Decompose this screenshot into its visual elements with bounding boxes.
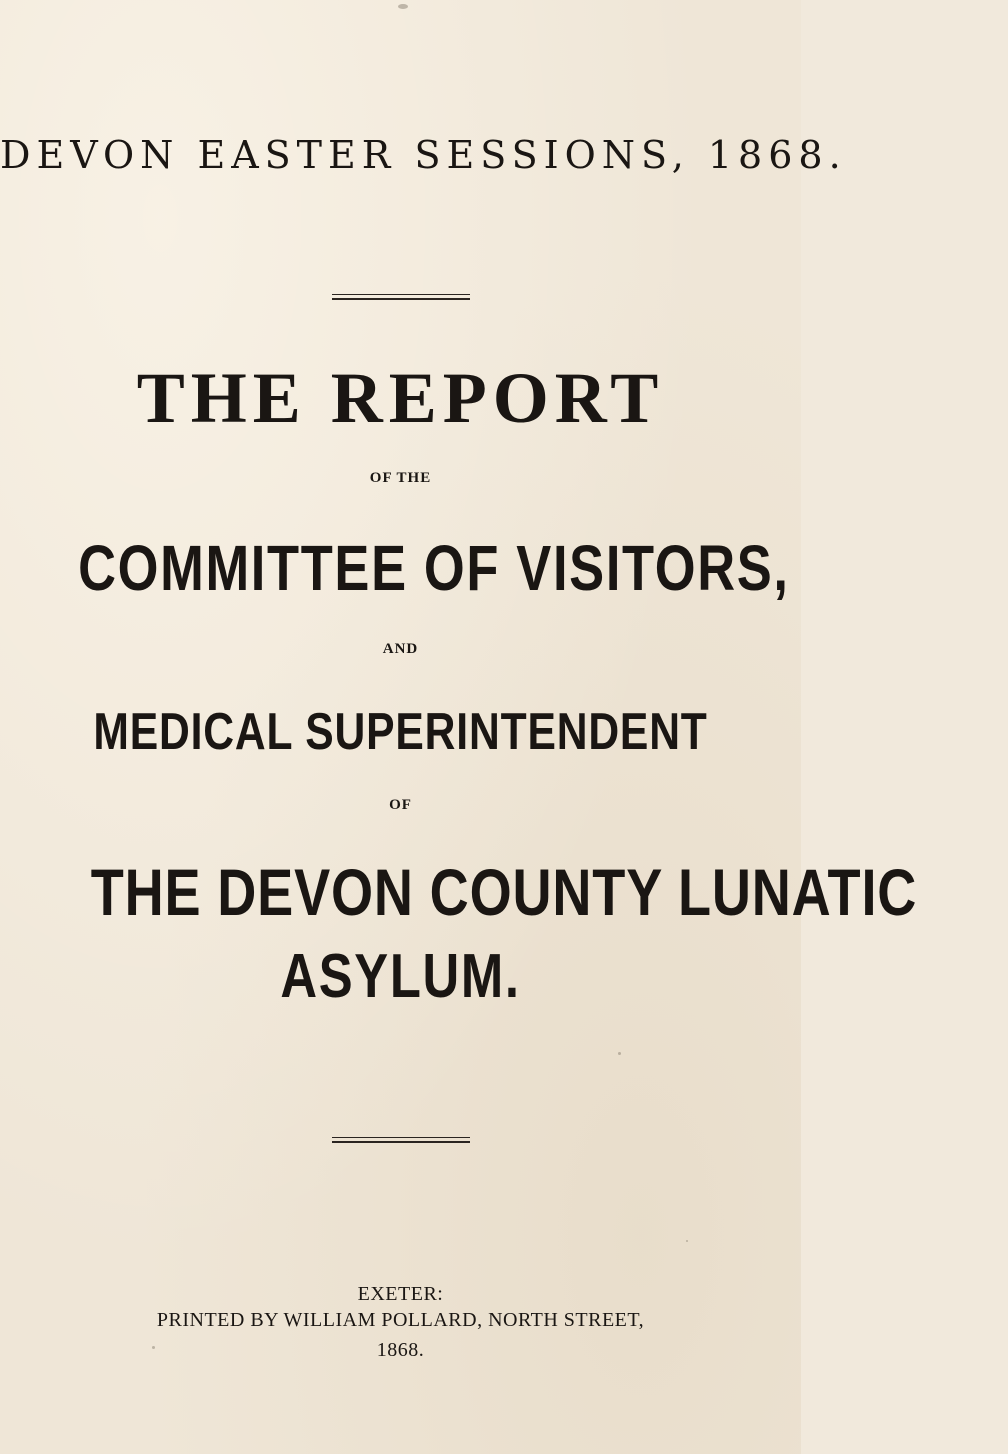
asylum-text-line2: ASYLUM. <box>280 942 521 1011</box>
committee-text: COMMITTEE OF VISITORS, <box>78 532 790 604</box>
committee-heading <box>0 532 801 604</box>
bottom-double-rule <box>332 1137 470 1143</box>
paper-speck <box>686 1240 688 1242</box>
paper-speck <box>398 4 408 9</box>
medical-text: MEDICAL SUPERINTENDENT <box>93 703 708 761</box>
imprint-place: EXETER: <box>357 1283 444 1305</box>
medical-heading <box>0 703 801 761</box>
paper-speck <box>618 1052 621 1055</box>
asylum-heading-line2 <box>0 942 801 1011</box>
and-label: AND <box>382 641 419 657</box>
paper-speck <box>152 1346 155 1349</box>
asylum-heading-line1 <box>0 855 918 929</box>
session-heading: DEVON EASTER SESSIONS, 1868. <box>0 133 847 177</box>
of-label: OF <box>389 797 412 813</box>
report-title: THE REPORT <box>136 358 665 438</box>
imprint-year: 1868. <box>376 1339 425 1361</box>
imprint-printer: PRINTED BY WILLIAM POLLARD, NORTH STREET, <box>156 1309 645 1331</box>
of-the-label: OF THE <box>369 470 432 486</box>
top-double-rule <box>332 294 470 300</box>
asylum-text-line1: THE DEVON COUNTY LUNATIC <box>90 855 918 929</box>
